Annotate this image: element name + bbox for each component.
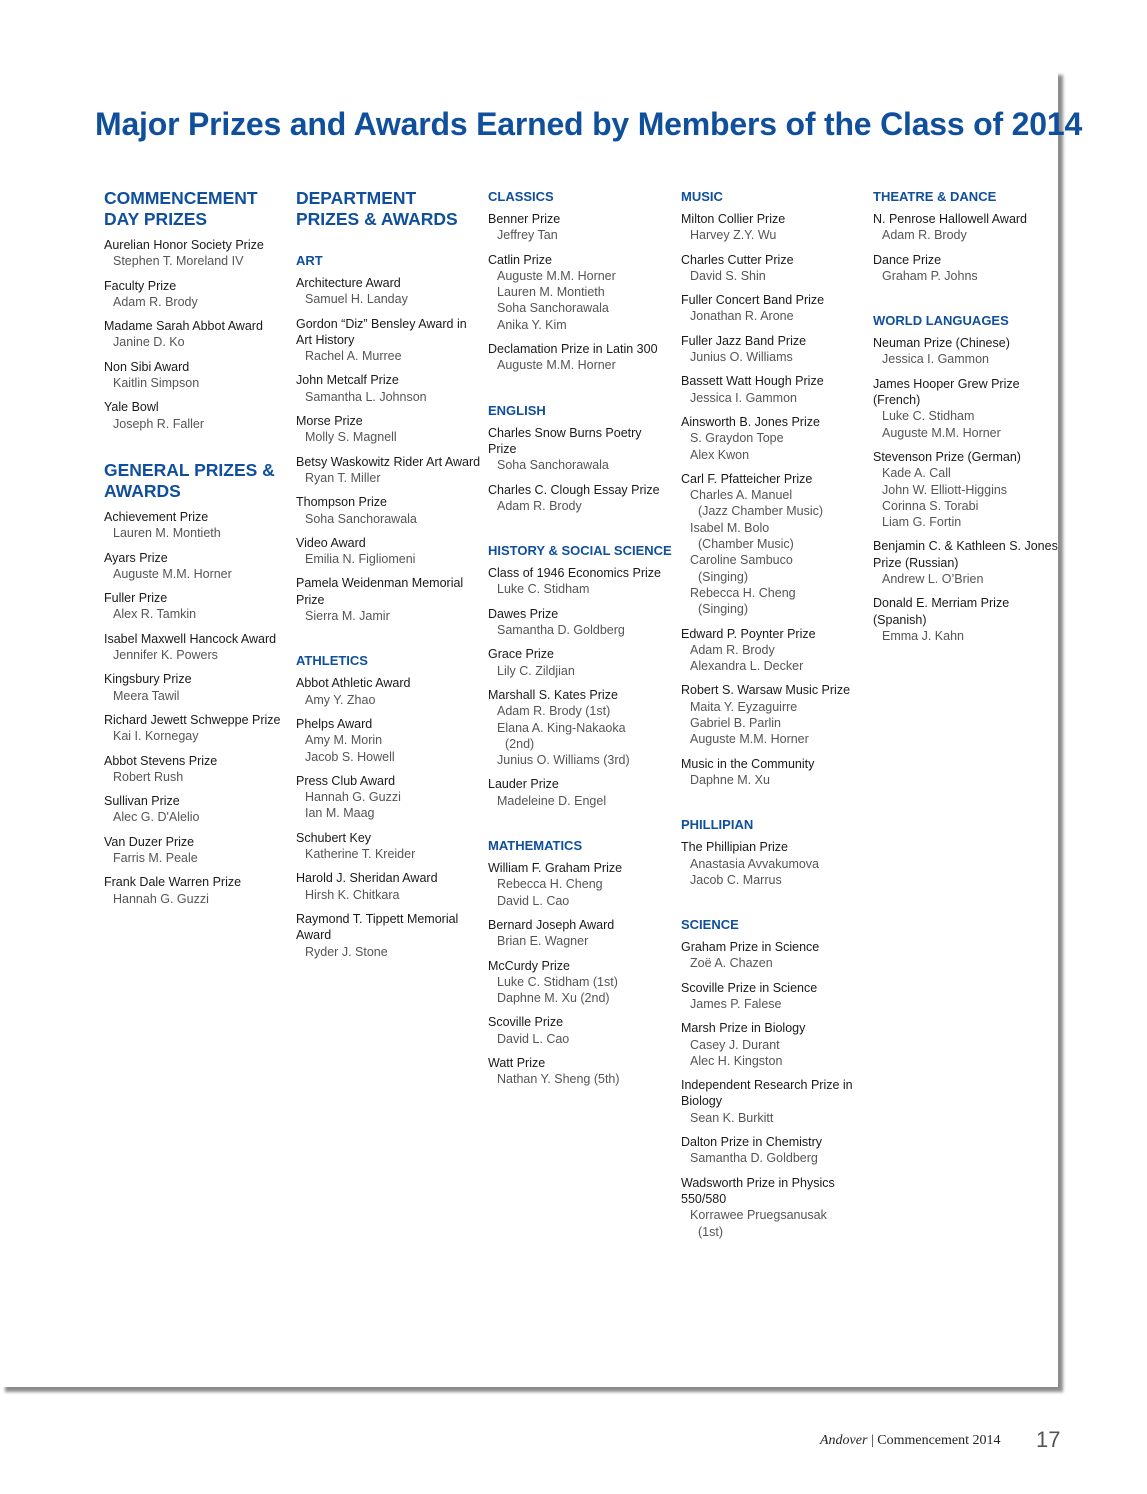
prize-entry — [873, 538, 1058, 587]
prize-name: Robert S. Warsaw Music Prize — [681, 683, 851, 698]
prize-entry — [488, 917, 673, 950]
prize-entry — [681, 292, 866, 325]
section-athletics — [296, 652, 481, 959]
prize-entry — [681, 333, 866, 366]
winner-name: Auguste M.M. Horner — [497, 268, 616, 283]
prize-name: Morse Prize — [296, 414, 363, 429]
winner-name: Anika Y. Kim — [497, 317, 567, 332]
winner-name: Rachel A. Murree — [305, 349, 402, 364]
winner-name: Katherine T. Kreider — [305, 847, 416, 862]
section-heading: COMMENCEMENT DAY PRIZES — [104, 188, 258, 229]
prize-entry — [681, 1020, 866, 1069]
winner-name: Isabel M. Bolo (Chamber Music) — [681, 520, 866, 553]
prize-name: McCurdy Prize — [488, 958, 570, 973]
prize-name: Video Award — [296, 535, 366, 550]
section-heading: THEATRE & DANCE — [873, 189, 997, 204]
prize-entry — [488, 860, 673, 909]
winner-name: Rebecca H. Cheng (Singing) — [681, 585, 866, 618]
winner-name: Adam R. Brody — [113, 294, 198, 309]
winner-name: Jessica I. Gammon — [882, 352, 989, 367]
section-heading: MUSIC — [681, 189, 723, 204]
winner-name: Gabriel B. Parlin — [690, 716, 782, 731]
winner-name: Auguste M.M. Horner — [882, 425, 1001, 440]
winner-name: Adam R. Brody — [497, 498, 582, 513]
prize-name: Marshall S. Kates Prize — [488, 687, 618, 702]
prize-name: Frank Dale Warren Prize — [104, 875, 242, 890]
prize-name: Fuller Concert Band Prize — [681, 293, 825, 308]
winner-name: Alexandra L. Decker — [690, 659, 804, 674]
prize-entry — [873, 335, 1058, 368]
winner-name: Liam G. Fortin — [882, 515, 962, 530]
section-theatre-dance — [873, 188, 1058, 284]
prize-entry — [104, 509, 289, 542]
column-4 — [681, 188, 866, 1268]
prize-entry — [681, 1077, 866, 1126]
winner-name: Hannah G. Guzzi — [113, 891, 209, 906]
prize-name: Abbot Stevens Prize — [104, 753, 218, 768]
winner-name: Daphne M. Xu — [690, 772, 770, 787]
prize-entry — [104, 671, 289, 704]
prize-name: Raymond T. Tippett Memorial Award — [296, 911, 459, 943]
winner-name: James P. Falese — [690, 996, 782, 1011]
section-heading: MATHEMATICS — [488, 838, 583, 854]
prize-entry — [681, 471, 866, 618]
winner-name: Ryan T. Miller — [305, 470, 381, 485]
winner-name: Jessica I. Gammon — [690, 390, 797, 405]
prize-name: Carl F. Pfatteicher Prize — [681, 471, 813, 486]
winner-name: Molly S. Magnell — [305, 430, 397, 445]
prize-entry — [681, 211, 866, 244]
section-classics — [488, 188, 673, 374]
winner-note: (2nd) — [505, 736, 535, 751]
winner-name: S. Graydon Tope — [690, 431, 784, 446]
prize-name: Scoville Prize in Science — [681, 980, 818, 995]
prize-entry — [681, 839, 866, 888]
prize-entry — [681, 373, 866, 406]
prize-name: Class of 1946 Economics Prize — [488, 566, 661, 581]
winner-name: Madeleine D. Engel — [497, 793, 607, 808]
prize-name: William F. Graham Prize — [488, 861, 623, 876]
prize-name: John Metcalf Prize — [296, 373, 399, 388]
prize-entry — [873, 211, 1058, 244]
prize-entry — [681, 682, 866, 747]
prize-entry — [681, 252, 866, 285]
winner-name: Adam R. Brody — [882, 228, 967, 243]
prize-entry — [488, 565, 673, 598]
issue-name: Commencement 2014 — [877, 1433, 1001, 1448]
prize-name: Non Sibi Award — [104, 359, 190, 374]
prize-name: Press Club Award — [296, 773, 396, 788]
winner-name: Meera Tawil — [113, 688, 180, 703]
prize-name: Marsh Prize in Biology — [681, 1021, 806, 1036]
winner-name: Janine D. Ko — [113, 335, 185, 350]
winner-name: Alex R. Tamkin — [113, 607, 197, 622]
winner-name: Alec G. D'Alelio — [113, 810, 200, 825]
prize-entry — [488, 252, 673, 333]
prize-name: Sullivan Prize — [104, 794, 180, 809]
winner-name: Adam R. Brody (1st) — [497, 704, 611, 719]
winner-name: Korrawee Pruegsanusak (1st) — [681, 1207, 866, 1240]
prize-entry — [296, 413, 481, 446]
prize-name: Bassett Watt Hough Prize — [681, 374, 824, 389]
winner-name: Stephen T. Moreland IV — [113, 254, 244, 269]
section-mathematics — [488, 837, 673, 1088]
prize-name: Donald E. Merriam Prize (Spanish) — [873, 596, 1010, 627]
winner-name: Junius O. Williams (3rd) — [497, 753, 630, 768]
winner-name: Alec H. Kingston — [690, 1053, 783, 1068]
prize-name: Kingsbury Prize — [104, 672, 192, 687]
winner-note: (Singing) — [698, 569, 749, 584]
prize-entry — [296, 316, 481, 365]
prize-name: Declamation Prize in Latin 300 — [488, 342, 658, 357]
prize-entry — [296, 773, 481, 822]
prize-name: Ayars Prize — [104, 550, 168, 565]
winner-name: Corinna S. Torabi — [882, 498, 979, 513]
winner-name: Jonathan R. Arone — [690, 309, 794, 324]
winner-name: Lauren M. Montieth — [497, 285, 605, 300]
prize-entry — [873, 252, 1058, 285]
prize-name: Yale Bowl — [104, 400, 159, 415]
winner-name: Elana A. King-Nakaoka (2nd) — [488, 720, 673, 753]
prize-name: Betsy Waskowitz Rider Art Award — [296, 454, 481, 469]
section-heading: CLASSICS — [488, 189, 554, 204]
prize-name: Faculty Prize — [104, 278, 177, 293]
winner-name: Adam R. Brody — [690, 642, 775, 657]
prize-entry — [104, 753, 289, 786]
prize-name: Ainsworth B. Jones Prize — [681, 414, 820, 429]
prize-entry — [681, 756, 866, 789]
winner-name: Luke C. Stidham — [497, 582, 590, 597]
prize-name: Van Duzer Prize — [104, 834, 195, 849]
winner-note: (Singing) — [698, 602, 749, 617]
winner-name: David S. Shin — [690, 268, 766, 283]
prize-entry — [104, 550, 289, 583]
prize-name: Scoville Prize — [488, 1015, 564, 1030]
winner-name: Amy M. Morin — [305, 733, 383, 748]
section-science — [681, 916, 866, 1240]
prize-name: Bernard Joseph Award — [488, 917, 615, 932]
prize-name: Isabel Maxwell Hancock Award — [104, 631, 277, 646]
prize-name: James Hooper Grew Prize (French) — [873, 376, 1020, 408]
winner-name: Ian M. Maag — [305, 806, 375, 821]
prize-name: Aurelian Honor Society Prize — [104, 238, 264, 252]
prize-name: Thompson Prize — [296, 495, 388, 510]
prize-entry — [104, 237, 289, 270]
prize-entry — [488, 425, 673, 474]
prize-name: Benner Prize — [488, 212, 561, 226]
winner-name: Zoë A. Chazen — [690, 956, 773, 971]
prize-entry — [488, 958, 673, 1007]
prize-name: Charles C. Clough Essay Prize — [488, 482, 660, 497]
winner-name: Emilia N. Figliomeni — [305, 552, 416, 567]
prize-name: Richard Jewett Schweppe Prize — [104, 712, 281, 727]
winner-name: Samuel H. Landay — [305, 292, 408, 307]
column-2 — [296, 188, 481, 988]
publication-name: Andover — [820, 1433, 868, 1448]
prize-entry — [296, 911, 481, 960]
column-5 — [873, 188, 1058, 672]
prize-entry — [873, 449, 1058, 530]
prize-name: Charles Snow Burns Poetry Prize — [488, 425, 642, 456]
prize-name: Stevenson Prize (German) — [873, 449, 1021, 464]
prize-name: Independent Research Prize in Biology — [681, 1078, 853, 1109]
winner-name: David L. Cao — [497, 1031, 570, 1046]
prize-entry — [104, 874, 289, 907]
prize-entry — [488, 646, 673, 679]
section-world-languages — [873, 312, 1058, 644]
winner-name: Junius O. Williams — [690, 350, 793, 365]
winner-name: Lauren M. Montieth — [113, 526, 221, 541]
winner-note: (Jazz Chamber Music) — [698, 504, 824, 519]
winner-name: Jennifer K. Powers — [113, 648, 218, 663]
page-footer — [820, 1433, 1001, 1449]
section-heading: PHILLIPIAN — [681, 817, 754, 833]
winner-name: Luke C. Stidham (1st) — [497, 974, 618, 989]
winner-name: Samantha D. Goldberg — [690, 1151, 818, 1166]
column-1 — [104, 188, 289, 935]
prize-name: Grace Prize — [488, 647, 554, 662]
winner-name: Jeffrey Tan — [497, 228, 558, 243]
prize-name: Gordon “Diz” Bensley Award in Art History — [296, 316, 467, 347]
prize-name: Milton Collier Prize — [681, 212, 786, 226]
prize-name: Architecture Award — [296, 276, 401, 290]
winner-name: Soha Sanchorawala — [305, 511, 417, 526]
prize-entry — [488, 606, 673, 639]
section-heading: DEPARTMENT PRIZES & AWARDS — [296, 188, 458, 229]
winner-name: Samantha L. Johnson — [305, 389, 427, 404]
winner-name: Andrew L. O’Brien — [882, 572, 984, 587]
column-3 — [488, 188, 673, 1116]
prize-entry — [296, 675, 481, 708]
prize-name: Charles Cutter Prize — [681, 252, 794, 267]
winner-note: (Chamber Music) — [698, 537, 794, 552]
winner-name: Robert Rush — [113, 769, 184, 784]
winner-name: Anastasia Avvakumova — [690, 856, 820, 871]
prize-entry — [488, 776, 673, 809]
section-art — [296, 252, 481, 624]
winner-name: Charles A. Manuel (Jazz Chamber Music) — [681, 487, 866, 520]
prize-entry — [488, 687, 673, 768]
winner-name: Luke C. Stidham — [882, 409, 975, 424]
prize-name: Benjamin C. & Kathleen S. Jones Prize (Russian) — [873, 539, 1058, 570]
prize-entry — [296, 716, 481, 765]
prize-entry — [104, 278, 289, 311]
prize-name: N. Penrose Hallowell Award — [873, 212, 1028, 226]
prize-entry — [296, 494, 481, 527]
winner-name: Brian E. Wagner — [497, 934, 589, 949]
winner-name: Caroline Sambuco (Singing) — [681, 552, 866, 585]
prize-entry — [296, 275, 481, 308]
winner-name: Soha Sanchorawala — [497, 458, 609, 473]
winner-name: Hannah G. Guzzi — [305, 790, 401, 805]
winner-name: Harvey Z.Y. Wu — [690, 228, 777, 243]
section-heading: GENERAL PRIZES & AWARDS — [104, 459, 275, 501]
prize-entry — [488, 211, 673, 244]
section-heading: ART — [296, 253, 323, 268]
prize-name: Watt Prize — [488, 1055, 546, 1070]
winner-name: Auguste M.M. Horner — [113, 566, 232, 581]
prize-entry — [104, 712, 289, 745]
section-phillipian — [681, 816, 866, 888]
prize-entry — [104, 399, 289, 432]
winner-name: David L. Cao — [497, 893, 570, 908]
footer-separator: | — [867, 1433, 878, 1448]
prize-name: Harold J. Sheridan Award — [296, 871, 438, 886]
page-title: Major Prizes and Awards Earned by Members of the Class of 2014 — [95, 106, 1083, 142]
prize-entry — [873, 376, 1058, 441]
section-department-prizes-awards — [296, 188, 481, 230]
prize-name: Madame Sarah Abbot Award — [104, 319, 263, 334]
winner-name: Auguste M.M. Horner — [690, 732, 809, 747]
winner-name: Emma J. Kahn — [882, 628, 964, 643]
winner-name: Kade A. Call — [882, 466, 951, 481]
winner-name: Sean K. Burkitt — [690, 1110, 774, 1125]
section-heading: SCIENCE — [681, 917, 739, 933]
winner-name: Ryder J. Stone — [305, 944, 388, 959]
prize-name: Edward P. Poynter Prize — [681, 626, 816, 641]
section-heading: WORLD LANGUAGES — [873, 313, 1009, 329]
prize-name: Catlin Prize — [488, 252, 552, 267]
prize-entry — [296, 830, 481, 863]
winner-name: Amy Y. Zhao — [305, 692, 376, 707]
winner-name: Hirsh K. Chitkara — [305, 887, 400, 902]
section-english — [488, 402, 673, 514]
winner-name: Jacob C. Marrus — [690, 872, 782, 887]
section-heading: HISTORY & SOCIAL SCIENCE — [488, 543, 672, 559]
section-heading: ATHLETICS — [296, 653, 368, 669]
prize-entry — [681, 980, 866, 1013]
prize-name: Music in the Community — [681, 756, 815, 771]
section-history-social-science — [488, 542, 673, 809]
prize-name: The Phillipian Prize — [681, 840, 788, 855]
section-general-prizes-awards — [104, 460, 289, 907]
winner-name: Daphne M. Xu (2nd) — [497, 991, 610, 1006]
prize-entry — [681, 626, 866, 675]
prize-name: Dance Prize — [873, 252, 942, 267]
prize-name: Pamela Weidenman Memorial Prize — [296, 576, 464, 607]
section-commencement-day-prizes — [104, 188, 289, 432]
prize-name: Schubert Key — [296, 830, 372, 845]
prize-entry — [681, 1175, 866, 1240]
winner-name: Farris M. Peale — [113, 851, 198, 866]
prize-entry — [104, 359, 289, 392]
winner-name: Jacob S. Howell — [305, 749, 395, 764]
prize-name: Dawes Prize — [488, 606, 559, 621]
winner-name: Joseph R. Faller — [113, 416, 205, 431]
prize-name: Graham Prize in Science — [681, 940, 820, 955]
prize-entry — [296, 372, 481, 405]
winner-name: Kaitlin Simpson — [113, 376, 200, 391]
prize-name: Fuller Prize — [104, 591, 168, 606]
prize-entry — [104, 793, 289, 826]
prize-name: Fuller Jazz Band Prize — [681, 333, 807, 348]
page-number: 17 — [1036, 1427, 1061, 1452]
prize-entry — [104, 631, 289, 664]
prize-entry — [488, 341, 673, 374]
prize-entry — [296, 454, 481, 487]
winner-name: John W. Elliott-Higgins — [882, 482, 1008, 497]
prize-name: Wadsworth Prize in Physics 550/580 — [681, 1175, 835, 1206]
winner-name: Maita Y. Eyzaguirre — [690, 699, 798, 714]
winner-name: Lily C. Zildjian — [497, 663, 575, 678]
prize-name: Phelps Award — [296, 716, 373, 731]
prize-entry — [296, 870, 481, 903]
prize-entry — [681, 939, 866, 972]
winner-name: Casey J. Durant — [690, 1037, 780, 1052]
winner-name: Auguste M.M. Horner — [497, 358, 616, 373]
winner-name: Graham P. Johns — [882, 268, 978, 283]
winner-note: (1st) — [698, 1224, 723, 1239]
prize-entry — [681, 1134, 866, 1167]
prize-name: Abbot Athletic Award — [296, 676, 411, 691]
prize-entry — [104, 834, 289, 867]
section-heading: ENGLISH — [488, 402, 546, 418]
winner-name: Kai I. Kornegay — [113, 729, 199, 744]
prize-entry — [296, 575, 481, 624]
winner-name: Samantha D. Goldberg — [497, 623, 625, 638]
winner-name: Soha Sanchorawala — [497, 301, 609, 316]
winner-name: Alex Kwon — [690, 447, 750, 462]
prize-entry — [488, 1055, 673, 1088]
prize-entry — [873, 595, 1058, 644]
winner-name: Sierra M. Jamir — [305, 609, 390, 624]
winner-name: Rebecca H. Cheng — [497, 877, 603, 892]
winner-name: Nathan Y. Sheng (5th) — [497, 1072, 620, 1087]
prize-name: Lauder Prize — [488, 777, 559, 792]
prize-entry — [488, 1014, 673, 1047]
prize-name: Achievement Prize — [104, 509, 209, 524]
prize-name: Neuman Prize (Chinese) — [873, 336, 1010, 351]
prize-entry — [488, 482, 673, 515]
prize-entry — [104, 590, 289, 623]
section-music — [681, 188, 866, 788]
prize-entry — [104, 318, 289, 351]
prize-entry — [296, 535, 481, 568]
prize-entry — [681, 414, 866, 463]
prize-name: Dalton Prize in Chemistry — [681, 1135, 823, 1150]
